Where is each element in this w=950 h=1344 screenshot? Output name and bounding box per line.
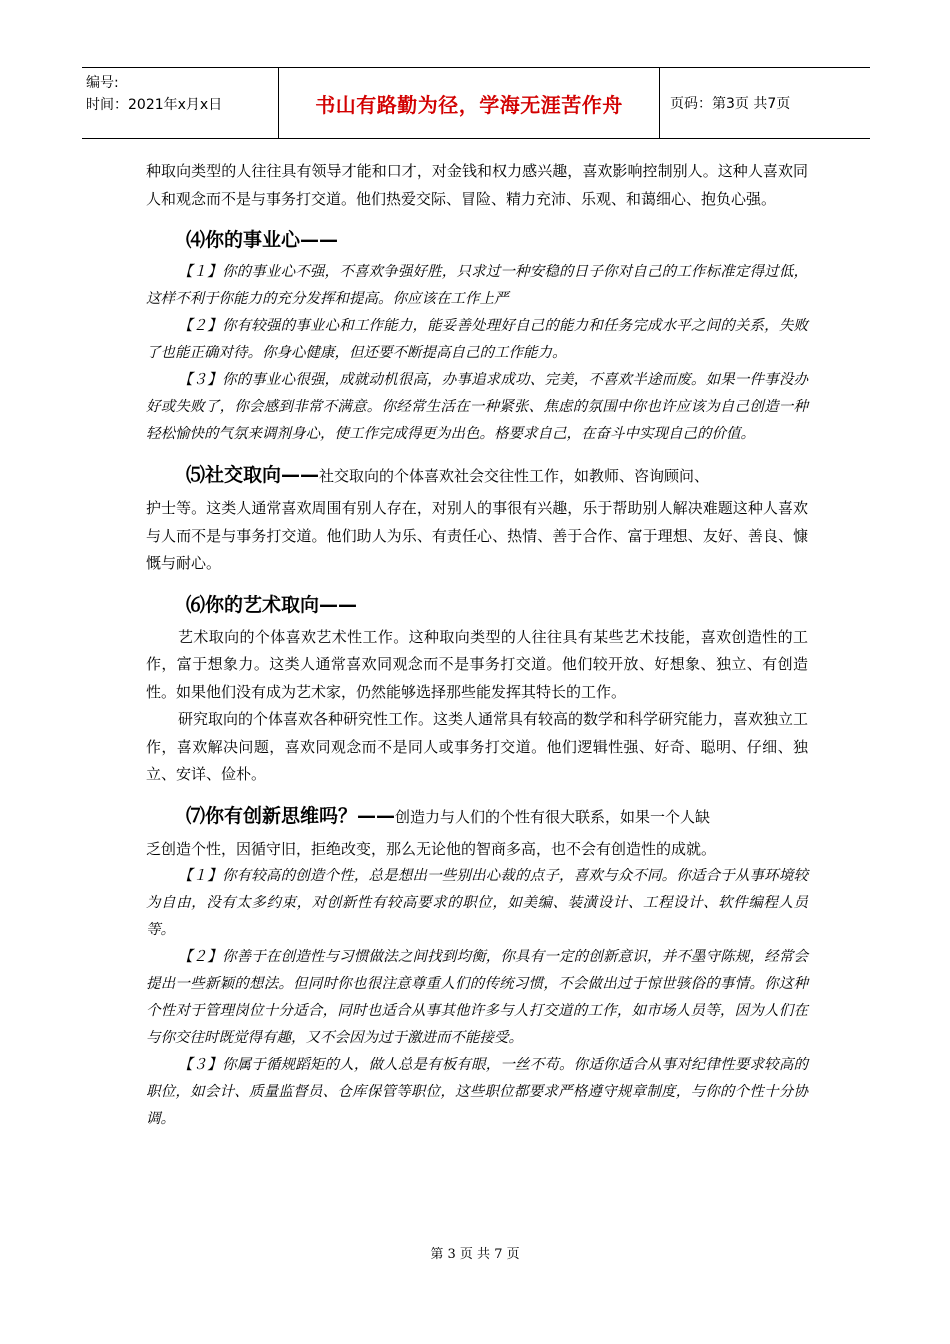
header-left-cell	[82, 68, 279, 138]
s7-item-3: 【３】你属于循规蹈矩的人，做人总是有板有眼，一丝不苟。你适你适合从事对纪律性要求较高的职位，如会计、质量监督员、仓库保管等职位，这些职位都要求严格遵守规章制度，与你的个性十分协调。	[146, 1057, 808, 1127]
s4-item-1: 【１】你的事业心不强，不喜欢争强好胜，只求过一种安稳的日子你对自己的工作标准定得过低，这样不利于你能力的充分发挥和提高。你应该在工作上严	[146, 264, 808, 307]
section-7-heading	[186, 801, 808, 832]
section-7-title: ⑺你有创新思维吗？——	[186, 804, 396, 827]
section-5-heading	[186, 460, 808, 491]
intro-paragraph: 种取向类型的人往往具有领导才能和口才，对金钱和权力感兴趣，喜欢影响控制别人。这种人喜欢同人和观念而不是与事务打交道。他们热爱交际、冒险、精力充沛、乐观、和蔼细心、抱负心强。	[146, 162, 808, 208]
header-table	[82, 67, 870, 139]
s7-item-2: 【２】你善于在创造性与习惯做法之间找到均衡，你具有一定的创新意识，并不墨守陈规，经常会提出一些新颖的想法。但同时你也很注意尊重人们的传统习惯，不会做出过于惊世骇俗的事情。你这种个性对于管理岗位十分适合，同时也适合从事其他许多与人打交道的工作，如市场人员等，因为人们在与你交往时既觉得有趣，又不会因为过于激进而不能接受。	[146, 949, 808, 1046]
section-5-paragraph: 护士等。这类人通常喜欢周围有别人存在，对别人的事很有兴趣，乐于帮助别人解决难题这种人喜欢与人而不是与事务打交道。他们助人为乐、有责任心、热情、善于合作、富于理想、友好、善良、慷慨与耐心。	[146, 499, 808, 572]
page-footer: 第 3 页 共 7 页	[430, 1247, 520, 1262]
s4-item-3: 【３】你的事业心很强，成就动机很高，办事追求成功、完美，不喜欢半途而废。如果一件事没办好或失败了，你会感到非常不满意。你经常生活在一种紧张、焦虑的氛围中你也许应该为自己创造一种轻松愉快的气氛来调剂身心，使工作完成得更为出色。格要求自己，在奋斗中实现自己的价值。	[146, 372, 808, 442]
number-label: 编号:	[86, 75, 119, 91]
section-6-paragraph-1: 艺术取向的个体喜欢艺术性工作。这种取向类型的人往往具有某些艺术技能，喜欢创造性的工作，富于想象力。这类人通常喜欢同观念而不是事务打交道。他们较开放、好想象、独立、有创造性。如果他们没有成为艺术家，仍然能够选择那些能发挥其特长的工作。	[146, 627, 808, 701]
s4-item-2: 【２】你有较强的事业心和工作能力，能妥善处理好自己的能力和任务完成水平之间的关系，失败了也能正确对待。你身心健康，但还要不断提高自己的工作能力。	[146, 318, 808, 361]
section-6-title: ⑹你的艺术取向——	[186, 593, 358, 616]
section-4-title: ⑷你的事业心——	[186, 229, 339, 251]
section-7-paragraph: 乏创造个性，因循守旧，拒绝改变，那么无论他的智商多高，也不会有创造性的成就。	[146, 839, 717, 858]
section-7-inline-text: 创造力与人们的个性有很大联系，如果一个人缺	[395, 807, 711, 826]
section-5-title: ⑸社交取向——	[186, 464, 320, 486]
motto: 书山有路勤为径，学海无涯苦作舟	[279, 68, 660, 138]
body-content	[146, 158, 808, 1133]
page-label: 页码：第3页 共7页	[670, 96, 791, 112]
section-5-inline-text: 社交取向的个体喜欢社会交往性工作，如教师、咨询顾问、	[319, 467, 710, 485]
time-label: 时间：2021年x月x日	[86, 97, 223, 113]
section-6-paragraph-2: 研究取向的个体喜欢各种研究性工作。这类人通常具有较高的数学和科学研究能力，喜欢独立工作，喜欢解决问题，喜欢同观念而不是同人或事务打交道。他们逻辑性强、好奇、聪明、仔细、独立、安详、俭朴。	[146, 710, 809, 783]
s7-item-1: 【１】你有较高的创造个性，总是想出一些别出心裁的点子，喜欢与众不同。你适合于从事环境较为自由，没有太多约束，对创新性有较高要求的职位，如美编、装潢设计、工程设计、软件编程人员等。	[146, 868, 808, 938]
